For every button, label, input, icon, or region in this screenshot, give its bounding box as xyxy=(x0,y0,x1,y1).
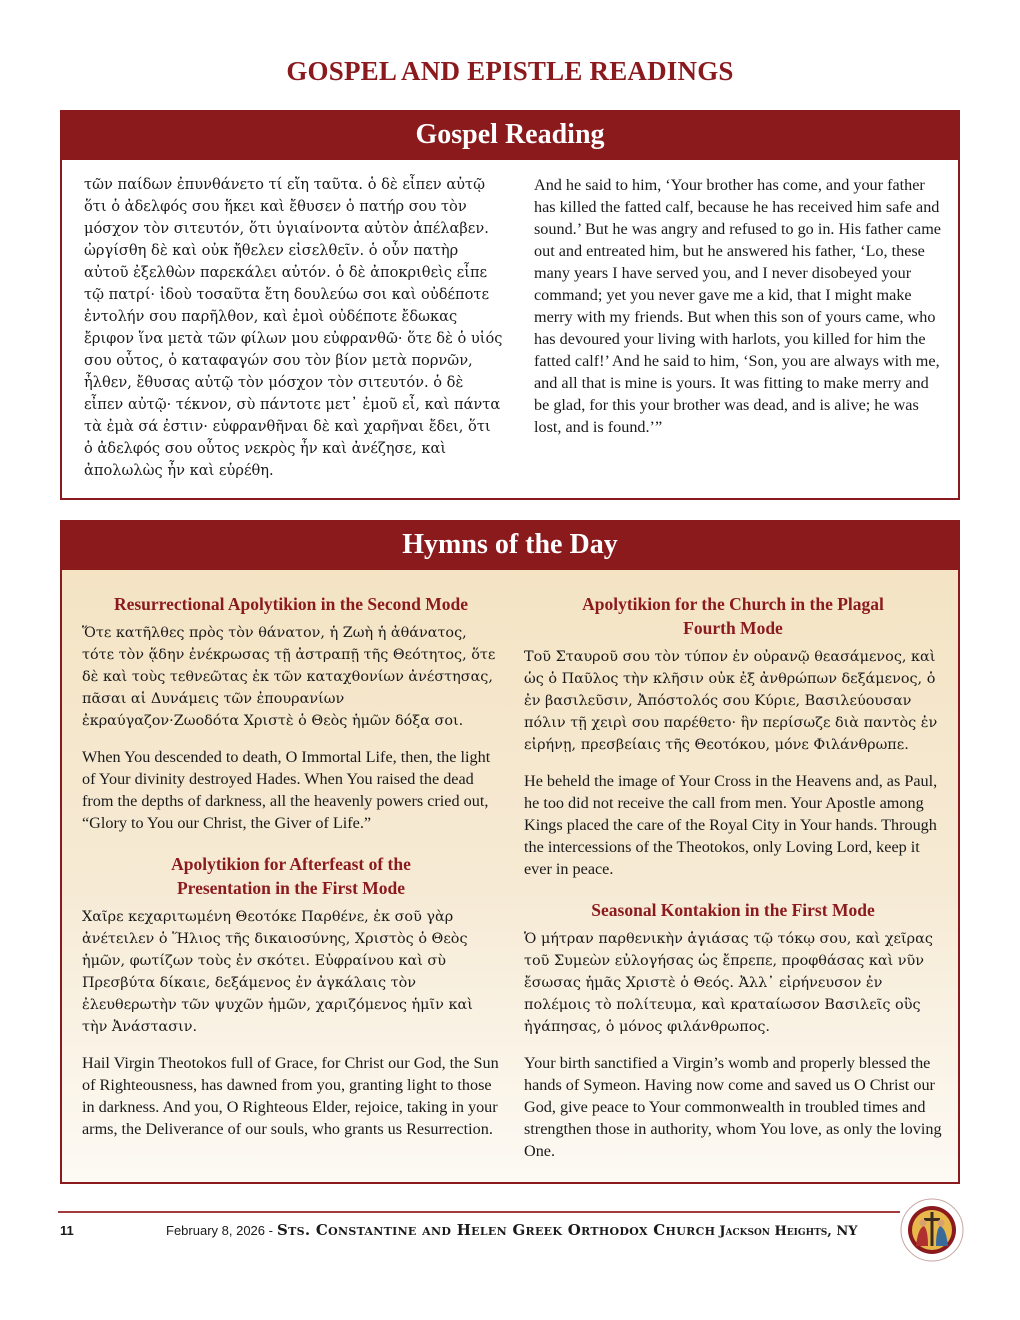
hymn-title: Apolytikion for the Church in the Plagal Fourth Mode xyxy=(582,594,884,638)
church-seal-icon xyxy=(900,1198,964,1262)
hymn-greek-text: Ὁ μήτραν παρθενικὴν ἁγιάσας τῷ τόκῳ σου, καὶ χεῖρας τοῦ Συμεὼν εὐλογήσας ὡς ἔπρεπε, προφθάσας καὶ νῦν ἔσωσας ἡμᾶς Χριστὲ ὁ Θεός. Ἀλλ᾽ εἰρήνευσον ἐν πολέμοις τὸ πολίτευμα, καὶ κραταίωσον Βασιλεῖς οὓς ἠγάπησας, ὁ μόνος φιλάνθρωπος. xyxy=(524,931,933,1035)
hymn-greek-text: Ὅτε κατῆλθες πρὸς τὸν θάνατον, ἡ Ζωὴ ἡ ἀθάνατος, τότε τὸν ᾅδην ἐνέκρωσας τῇ ἀστραπῇ τῆς Θεότητος, ὅτε δὲ καὶ τοὺς τεθνεῶτας ἐκ τῶν καταχθονίων ἀνέστησας, πᾶσαι αἱ Δυνάμεις τῶν ἐπουρανίων ἐκραύγαζον·Ζωοδότα Χριστὲ ὁ Θεὸς ἡμῶν δόξα σοι. xyxy=(82,625,496,729)
hymn-greek-text: Χαῖρε κεχαριτωμένη Θεοτόκε Παρθένε, ἐκ σοῦ γὰρ ἀνέτειλεν ὁ Ἥλιος τῆς δικαιοσύνης, Χριστὸς ὁ Θεὸς ἡμῶν, φωτίζων τοὺς ἐν σκότει. Εὐφραίνου καὶ σὺ Πρεσβύτα δίκαιε, δεξάμενος ἐν ἀγκάλαις τὸν ἐλευθερωτὴν τῶν ψυχῶν ἡμῶν, χαριζόμενος ἡμῖν καὶ τὴν Ἀνάστασιν. xyxy=(82,909,473,1035)
gospel-reading-header: Gospel Reading xyxy=(62,110,958,160)
hymn-resurrectional-apolytikion xyxy=(82,592,500,834)
hymn-title: Resurrectional Apolytikion in the Second Mode xyxy=(113,594,469,614)
hymns-right-column xyxy=(524,592,942,1180)
gospel-columns xyxy=(62,160,958,498)
hymn-church-apolytikion xyxy=(524,592,942,880)
hymn-title: Seasonal Kontakion in the First Mode xyxy=(591,900,875,920)
footer-church-name: Sts. Constantine and Helen Greek Orthodox Church xyxy=(276,1221,716,1239)
footer-date: February 8, 2026 - xyxy=(166,1223,273,1238)
footer-location: Jackson Heights, NY xyxy=(719,1224,858,1239)
hymn-afterfeast-apolytikion xyxy=(82,852,500,1140)
hymn-english-text: He beheld the image of Your Cross in the Heavens and, as Paul, he too did not receive the call from men. Your Apostle among Kings placed the care of the Royal City in Your hands. Through the intercessions of the Theotokos, only Loving Lord, keep it ever in peace. xyxy=(524,772,938,878)
gospel-greek-text: τῶν παίδων ἐπυνθάνετο τί εἴη ταῦτα. ὁ δὲ εἶπεν αὐτῷ ὅτι ὁ ἀδελφός σου ἥκει καὶ ἔθυσεν ὁ πατήρ σου τὸν μόσχον τὸν σιτευτόν, ὅτι ὑγιαίνοντα αὐτὸν ἀπέλαβεν. ὠργίσθη δὲ καὶ οὐκ ἤθελεν εἰσελθεῖν. ὁ οὖν πατὴρ αὐτοῦ ἐξελθὼν παρεκάλει αὐτόν. ὁ δὲ ἀποκριθεὶς εἶπε τῷ πατρί· ἰδοὺ τοσαῦτα ἔτη δουλεύω σοι καὶ οὐδέποτε ἐντολήν σου παρῆλθον, καὶ ἐμοὶ οὐδέποτε ἔδωκας ἔριφον ἵνα μετὰ τῶν φίλων μου εὐφρανθῶ· ὅτε δὲ ὁ υἱός σου οὗτος, ὁ καταφαγών σου τὸν βίον μετὰ πορνῶν, ἦλθεν, ἔθυσας αὐτῷ τὸν μόσχον τὸν σιτευτόν. ὁ δὲ εἶπεν αὐτῷ· τέκνον, σὺ πάντοτε μετ᾽ ἐμοῦ εἶ, καὶ πάντα τὰ ἐμὰ σά ἐστιν· εὐφρανθῆναι δὲ καὶ χαρῆναι ἔδει, ὅτι ὁ ἀδελφός σου οὗτος νεκρὸς ἦν καὶ ἀνέζησε, καὶ ἀπολωλὼς ἦν καὶ εὑρέθη. xyxy=(84,176,503,479)
hymns-header: Hymns of the Day xyxy=(62,520,958,570)
hymns-section xyxy=(60,520,960,1184)
hymn-title: Apolytikion for Afterfeast of the Presentation in the First Mode xyxy=(171,854,411,898)
hymn-english-text: Hail Virgin Theotokos full of Grace, for Christ our God, the Sun of Righteousness, has dawned from you, granting light to those in darkness. And you, O Righteous Elder, rejoice, taking in your arms, the Deliverance of our souls, who grants us Resurrection. xyxy=(82,1054,499,1138)
hymn-english-text: When You descended to death, O Immortal Life, then, the light of Your divinity destroyed Hades. When You raised the dead from the depths of darkness, all the heavenly powers cried out, “Glory to You our Christ, the Giver of Life.” xyxy=(82,748,491,832)
page-number: 11 xyxy=(60,1223,74,1238)
footer-divider xyxy=(58,1211,900,1213)
gospel-reading-section xyxy=(60,110,960,500)
footer-text xyxy=(166,1221,858,1240)
hymn-greek-text: Τοῦ Σταυροῦ σου τὸν τύπον ἐν οὐρανῷ θεασάμενος, καὶ ὡς ὁ Παῦλος τὴν κλῆσιν οὐκ ἐξ ἀνθρώπων δεξάμενος, ὁ ἐν βασιλεῦσιν, Ἀπόστολός σου Κύριε, Βασιλεύουσαν πόλιν τῇ χειρὶ σου παρέθετο· ἣν περίσωζε διὰ παντὸς ἐν εἰρήνῃ, πρεσβείαις τῆς Θεοτόκου, μόνε Φιλάνθρωπε. xyxy=(524,649,938,753)
hymn-seasonal-kontakion xyxy=(524,898,942,1162)
page-title: GOSPEL AND EPISTLE READINGS xyxy=(286,56,734,86)
hymns-left-column xyxy=(82,592,500,1158)
gospel-english-text: And he said to him, ‘Your brother has come, and your father has killed the fatted calf, because he has received him safe and sound.’ But he was angry and refused to go in. His father came out and entreated him, but he answered his father, ‘Lo, these many years I have served you, and I never disobeyed your command; yet you never gave me a kid, that I might make merry with my friends. But when this son of yours came, who has devoured your living with harlots, you killed for him the fatted calf!’ And he said to him, ‘Son, you are always with me, and all that is mine is yours. It was fitting to make merry and be glad, for this your brother was dead, and is alive; he was lost, and is found.’” xyxy=(534,176,941,436)
hymn-english-text: Your birth sanctified a Virgin’s womb and properly blessed the hands of Symeon. Having now come and saved us O Christ our God, give peace to Your commonwealth in troubled times and strengthen those in authority, whom You love, as only the loving One. xyxy=(524,1054,942,1160)
